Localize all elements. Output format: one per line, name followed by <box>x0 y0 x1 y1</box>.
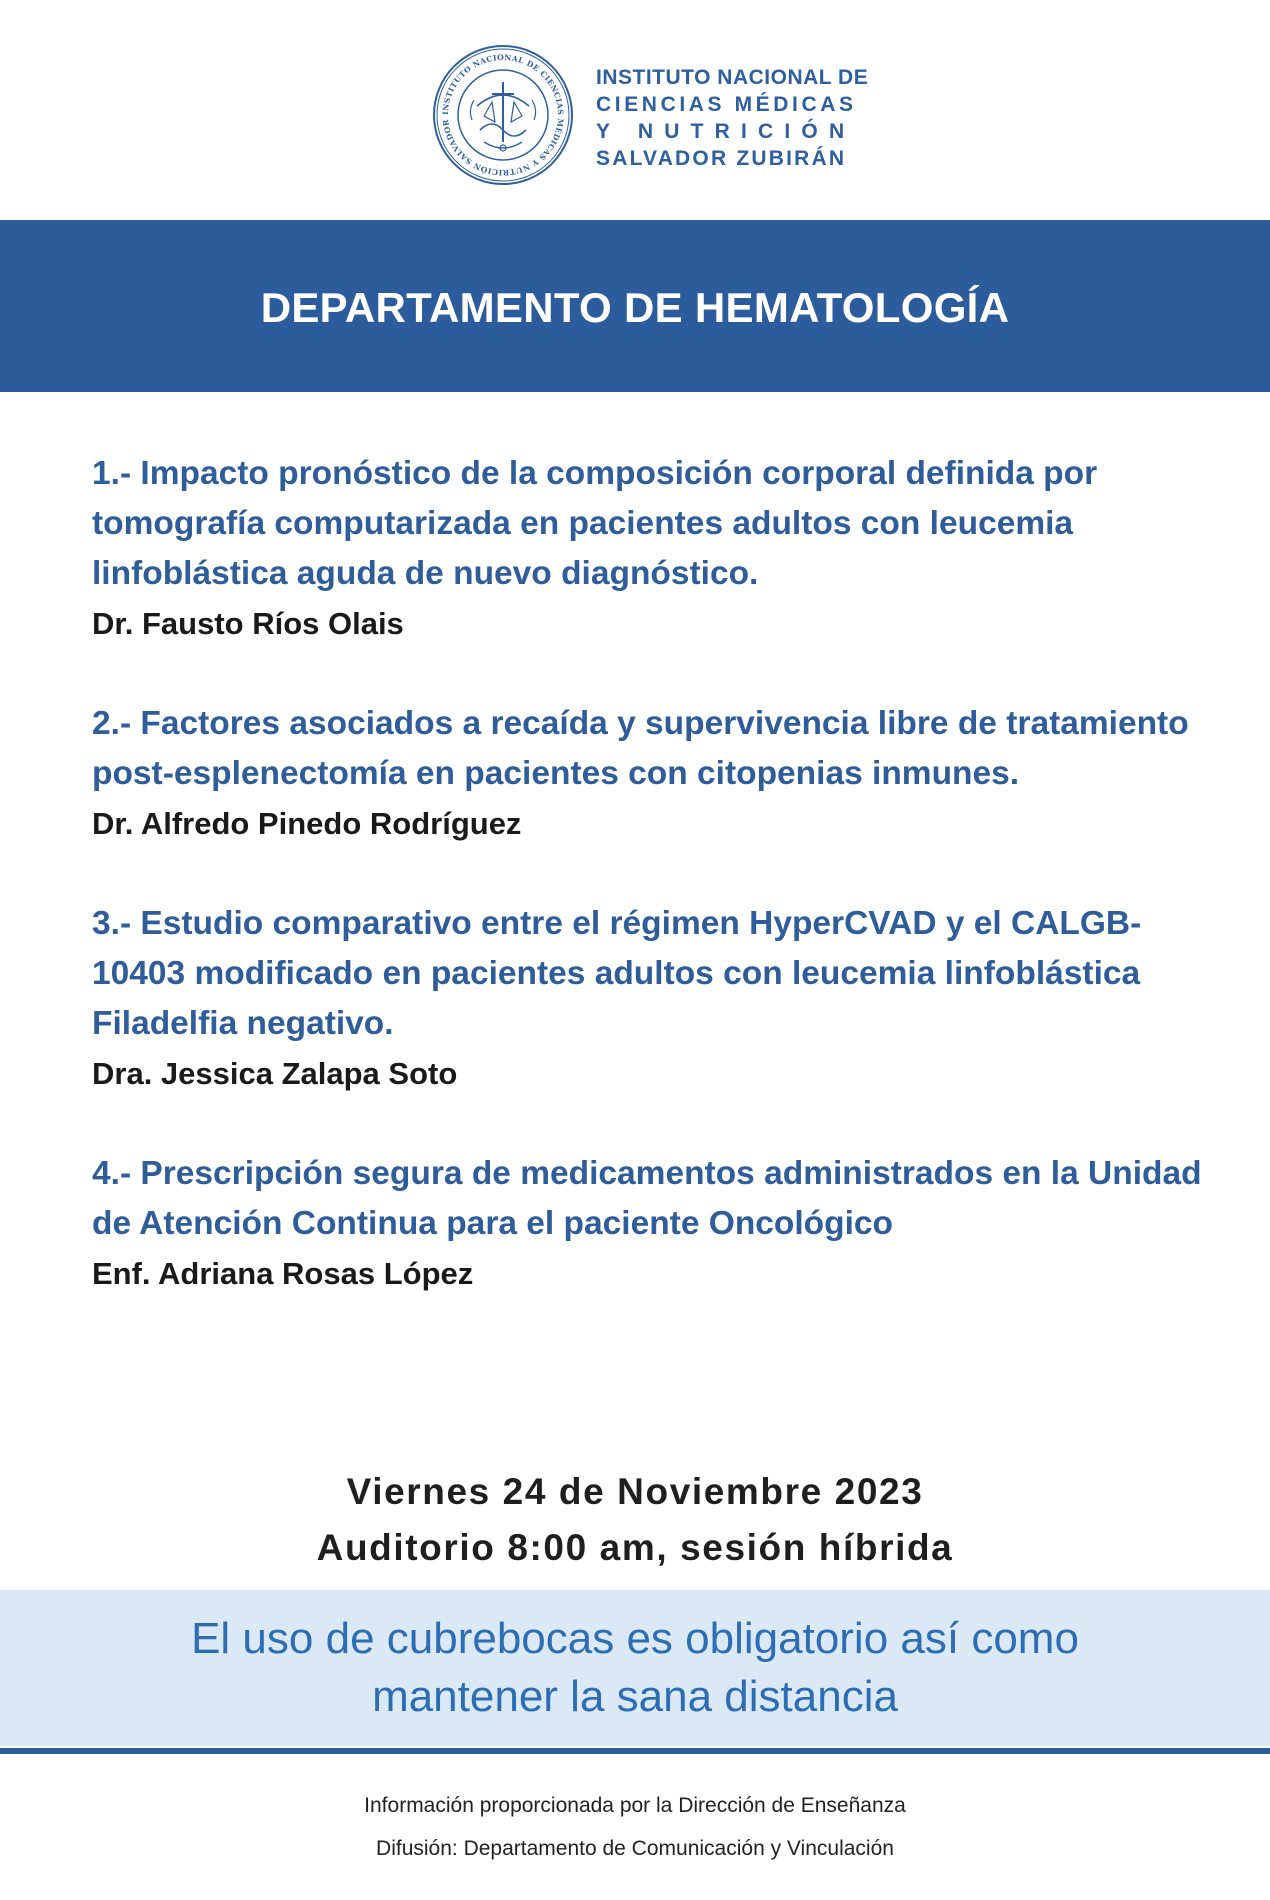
footer <box>0 1784 1270 1870</box>
svg-text:INSTITUTO NACIONAL DE CIENCIAS: INSTITUTO NACIONAL DE CIENCIAS MÉDICAS Y NUTRICIÓN SALVADOR <box>440 52 566 178</box>
footer-diffusion-line: Difusión: Departamento de Comunicación y Vinculación <box>376 1837 894 1860</box>
institution-name-line-2: CIENCIAS MÉDICAS <box>596 93 857 116</box>
institute-seal-icon <box>432 44 574 186</box>
footer-info-line: Información proporcionada por la Dirección de Enseñanza <box>364 1794 906 1817</box>
talk-speaker: Dra. Jessica Zalapa Soto <box>92 1056 458 1091</box>
talk-list <box>92 449 1212 1299</box>
institution-name-line-1: INSTITUTO NACIONAL DE <box>596 66 869 89</box>
event-info <box>0 1464 1270 1576</box>
talk-title: 1.- Impacto pronóstico de la composición corporal definida por tomografía computarizada en pacientes adultos con leucemia linfoblástica aguda de nuevo diagnóstico. <box>92 455 1098 592</box>
talk-item <box>92 899 1212 1099</box>
talk-speaker: Dr. Alfredo Pinedo Rodríguez <box>92 806 522 841</box>
notice-banner <box>0 1590 1270 1746</box>
talk-title: 2.- Factores asociados a recaída y supervivencia libre de tratamiento post-esplenectomía en pacientes con citopenias inmunes. <box>92 705 1189 792</box>
talk-speaker: Dr. Fausto Ríos Olais <box>92 606 404 641</box>
department-banner <box>0 220 1270 392</box>
notice-line-2: mantener la sana distancia <box>372 1672 898 1721</box>
event-date: Viernes 24 de Noviembre 2023 <box>346 1471 924 1512</box>
institution-name <box>596 64 868 172</box>
divider <box>0 1748 1270 1754</box>
talk-item <box>92 449 1212 649</box>
talk-title: 4.- Prescripción segura de medicamentos administrados en la Unidad de Atención Continua para el paciente Oncológico <box>92 1155 1202 1242</box>
talk-item <box>92 1149 1212 1299</box>
talk-title: 3.- Estudio comparativo entre el régimen HyperCVAD y el CALGB-10403 modificado en pacientes adultos con leucemia linfoblástica Filadelfia negativo. <box>92 905 1142 1042</box>
talk-speaker: Enf. Adriana Rosas López <box>92 1256 474 1291</box>
event-venue: Auditorio 8:00 am, sesión híbrida <box>316 1527 954 1568</box>
department-title: DEPARTAMENTO DE HEMATOLOGÍA <box>260 284 1010 331</box>
notice-text <box>191 1610 1079 1726</box>
institution-name-line-4: SALVADOR ZUBIRÁN <box>596 147 847 170</box>
header <box>0 0 1270 220</box>
notice-line-1: El uso de cubrebocas es obligatorio así como <box>191 1614 1079 1663</box>
institution-name-line-3: Y NUTRICIÓN <box>596 120 856 143</box>
talk-item <box>92 699 1212 849</box>
